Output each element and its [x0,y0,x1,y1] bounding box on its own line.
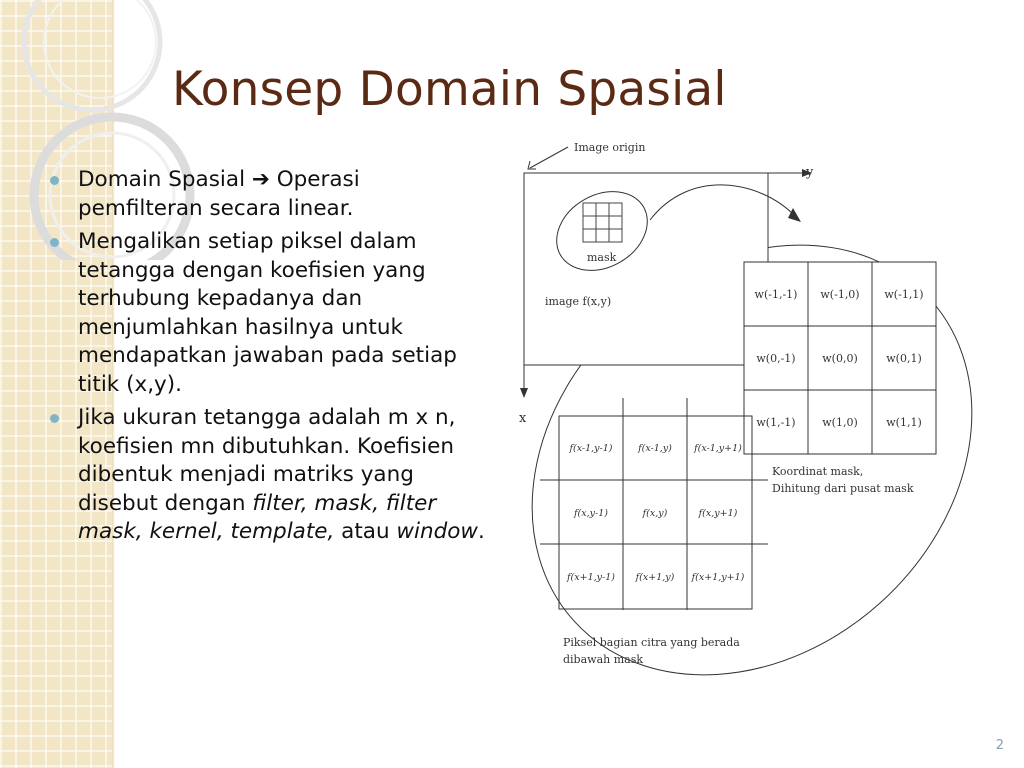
mask-coefficient-cell: w(0,1) [886,352,922,365]
bullet-item [78,166,488,223]
pixel-cell: f(x+1,y-1) [567,572,615,583]
mask-coefficient-cell: w(0,0) [822,352,858,365]
pixel-cell: f(x,y) [642,508,668,519]
image-origin-label: Image origin [574,141,646,154]
bullet-text: . [478,519,485,544]
mask-coefficient-grid [744,262,936,454]
pixel-cell: f(x+1,y+1) [691,572,745,583]
mask-coefficient-cell: w(-1,-1) [754,288,798,301]
origin-pointer-line [530,147,568,168]
bullet-text: atau [334,519,397,544]
mask-label: mask [587,251,617,264]
arrow-icon: ➔ [251,167,270,192]
pixel-cell: f(x,y+1) [698,508,738,519]
pixel-neighborhood-grid [540,398,768,610]
bullet-text: Jika ukuran tetangga adalah m x n, koefisien mn dibutuhkan. Koefisien dibentuk menjadi matriks yang disebut dengan [78,405,456,516]
mask-coefficient-cell: w(-1,0) [820,288,860,301]
bullet-text: Mengalikan setiap piksel dalam tetangga dengan koefisien yang terhubung kepadanya dan menjumlahkan hasilnya untuk mendapatkan jawaban pada setiap titik (x,y). [78,229,457,397]
pixel-cell: f(x+1,y) [635,572,675,583]
mask-coefficient-cell: w(-1,1) [884,288,924,301]
mask-coefficient-cell: w(1,0) [822,416,858,429]
pixel-cell: f(x-1,y-1) [569,443,613,454]
slide-title: Konsep Domain Spasial [172,62,727,117]
pixel-caption-line: dibawah mask [563,653,644,666]
decorative-ring [24,0,160,110]
curved-arrowhead-icon [788,208,801,222]
spatial-filter-diagram [490,138,990,698]
decorative-ring [44,0,156,98]
x-axis-arrowhead-icon [520,388,528,398]
mask-coefficient-cell: w(1,1) [886,416,922,429]
mask-coefficient-cell: w(0,-1) [756,352,796,365]
x-axis-label: x [519,411,527,426]
bullet-term: window [396,519,478,544]
bullet-term: filter, mask, filter mask, kernel, template, [78,490,437,544]
mask-caption-line: Koordinat mask, [772,465,864,478]
y-axis-label: y [806,165,814,180]
bullet-text: Domain Spasial [78,167,252,192]
bullet-item [78,228,488,399]
bullet-list [78,166,488,552]
bullet-text: Operasi pemfilteran secara linear. [78,167,360,221]
pixel-cell: f(x-1,y+1) [694,443,742,454]
image-rectangle [524,173,768,365]
image-label: image f(x,y) [545,295,612,308]
mask-coefficient-cell: w(1,-1) [756,416,796,429]
bullet-item [78,404,488,547]
pixel-caption-line: Piksel bagian citra yang berada [563,636,740,649]
slide-number: 2 [995,738,1004,753]
pixel-cell: f(x,y-1) [574,508,608,519]
pixel-cell: f(x-1,y) [638,443,672,454]
mask-caption-line: Dihitung dari pusat mask [772,482,914,495]
